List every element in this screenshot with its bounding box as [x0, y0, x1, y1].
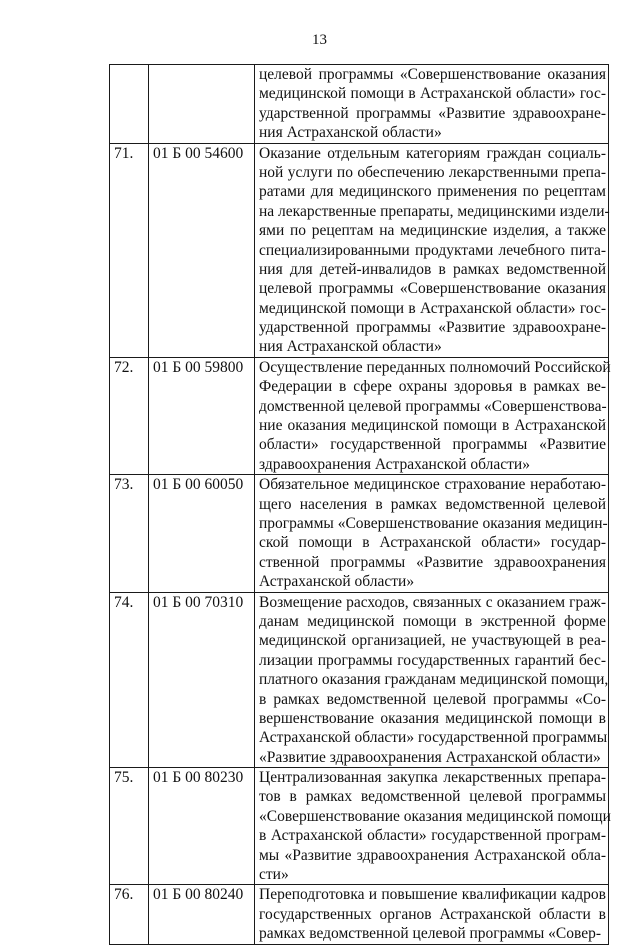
description-line: Переподготовка и повышение квалификации кадров	[259, 886, 606, 904]
table-body	[110, 65, 609, 945]
description-line: целевой программы «Совершенствование оказания	[259, 280, 606, 298]
row-number: 74.	[110, 592, 149, 768]
table-row	[110, 357, 609, 474]
budget-classification-table	[109, 64, 609, 945]
description-line: щего населения в рамках ведомственной целевой	[259, 495, 606, 513]
description-line: ской помощи в Астраханской области» государ-	[259, 534, 606, 552]
description-line: в рамках ведомственной целевой программы «Со-	[259, 690, 606, 708]
description-line: программы «Совершенствование оказания медицин-	[259, 514, 608, 532]
description-line: платного оказания гражданам медицинской помощи,	[259, 671, 609, 689]
description-line: домственной целевой программы «Совершенствова-	[259, 397, 607, 415]
description-line: ной услуги по обеспечению лекарственными препа-	[259, 163, 606, 181]
row-number	[110, 65, 149, 144]
description-line: специализированными продуктами лечебного пита-	[259, 241, 606, 259]
description-line: области» государственной программы «Развитие	[259, 436, 606, 454]
description-line: медицинской помощи в Астраханской области» гос-	[259, 299, 606, 317]
description-line: «Совершенствование оказания медицинской помощи	[259, 807, 611, 825]
row-number: 73.	[110, 475, 149, 592]
description-line: лизации программы государственных гарантий бес-	[259, 651, 606, 669]
description-line: в Астраханской области» государственной програм-	[259, 827, 606, 845]
description-line: ударственной программы «Развитие здравоохране-	[259, 104, 606, 122]
description-line: рамках ведомственной целевой программы «Совер-	[259, 925, 602, 943]
description-line: вершенствование оказания медицинской помощи в	[259, 709, 606, 727]
expense-description	[255, 475, 609, 592]
description-line: «Развитие здравоохранения Астраханской области»	[259, 748, 601, 766]
row-number: 71.	[110, 143, 149, 357]
table-row	[110, 592, 609, 768]
description-line: государственных органов Астраханской области в	[259, 905, 606, 923]
table-row	[110, 143, 609, 357]
table-row	[110, 475, 609, 592]
row-number: 76.	[110, 885, 149, 944]
classification-code: 01 Б 00 54600	[149, 143, 255, 357]
description-line: ударственной программы «Развитие здравоохране-	[259, 319, 606, 337]
table-row	[110, 768, 609, 885]
classification-code: 01 Б 00 60050	[149, 475, 255, 592]
description-line: ние оказания медицинской помощи в Астраханской	[259, 417, 606, 435]
description-line: на лекарственные препараты, медицинскими издели-	[259, 202, 610, 220]
description-line: тов в рамках ведомственной целевой программы	[259, 788, 606, 806]
table-row	[110, 885, 609, 944]
classification-code: 01 Б 00 80240	[149, 885, 255, 944]
row-number: 75.	[110, 768, 149, 885]
description-line: медицинской организацией, не участвующей в реа-	[259, 632, 606, 650]
row-number: 72.	[110, 357, 149, 474]
description-line: мы «Развитие здравоохранения Астраханской обла-	[259, 846, 606, 864]
classification-code: 01 Б 00 80230	[149, 768, 255, 885]
description-line: Федерации в сфере охраны здоровья в рамках ве-	[259, 378, 606, 396]
expense-description	[255, 143, 609, 357]
description-line: ния для детей-инвалидов в рамках ведомственной	[259, 260, 606, 278]
expense-description	[255, 65, 609, 144]
description-line: ния Астраханской области»	[259, 124, 442, 142]
description-line: здравоохранения Астраханской области»	[259, 455, 530, 473]
description-line: данам медицинской помощи в экстренной форме	[259, 612, 606, 630]
description-line: ния Астраханской области»	[259, 338, 442, 356]
classification-code: 01 Б 00 70310	[149, 592, 255, 768]
page-number: 13	[312, 32, 327, 48]
description-line: сти»	[259, 866, 289, 884]
description-line: Централизованная закупка лекарственных препара-	[259, 769, 606, 787]
table-row	[110, 65, 609, 144]
expense-description	[255, 592, 609, 768]
expense-description	[255, 768, 609, 885]
description-line: Астраханской области» государственной программы	[259, 729, 608, 747]
description-line: Возмещение расходов, связанных с оказанием граж-	[259, 593, 606, 611]
description-line: ями по рецептам на медицинские изделия, а также	[259, 222, 606, 240]
description-line: целевой программы «Совершенствование оказания	[259, 66, 606, 83]
description-line: ственной программы «Развитие здравоохранения	[259, 553, 606, 571]
description-line: Астраханской области»	[259, 573, 415, 591]
description-line: Обязательное медицинское страхование неработаю-	[259, 476, 606, 494]
expense-description	[255, 357, 609, 474]
description-line: Оказание отдельным категориям граждан социаль-	[259, 144, 606, 162]
description-line: медицинской помощи в Астраханской области» гос-	[259, 85, 606, 103]
expense-description	[255, 885, 609, 944]
classification-code	[149, 65, 255, 144]
description-line: ратами для медицинского применения по рецептам	[259, 183, 606, 201]
description-line: Осуществление переданных полномочий Российской	[259, 358, 611, 376]
classification-code: 01 Б 00 59800	[149, 357, 255, 474]
